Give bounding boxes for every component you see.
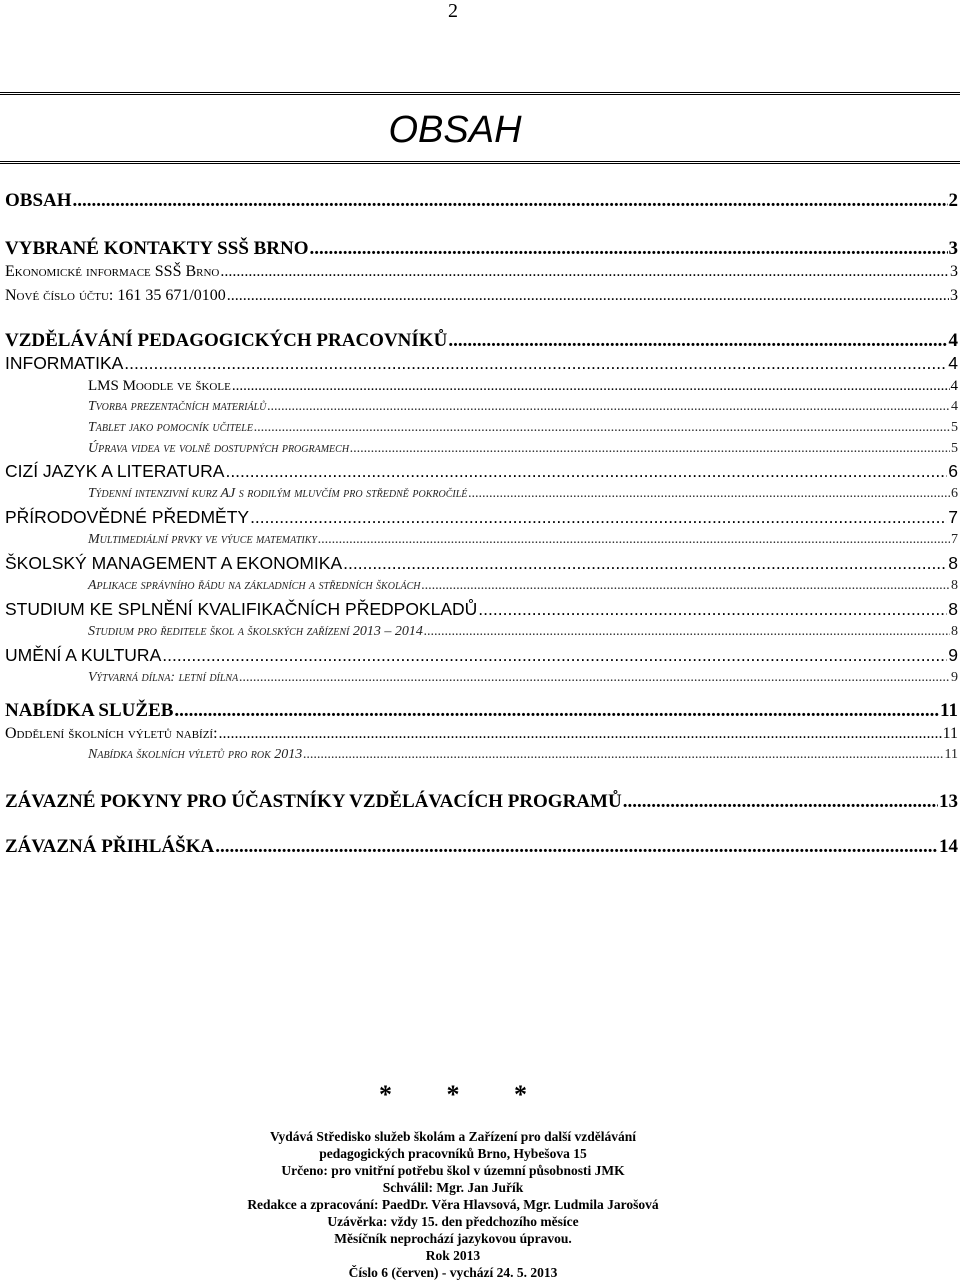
toc-entry-title: Nabídka školních výletů pro rok 2013 (88, 746, 302, 764)
toc-entry-title: ZÁVAZNÉ POKYNY PRO ÚČASTNÍKY VZDĚLÁVACÍCH PROGRAMŮ (5, 791, 622, 813)
toc-entry-page: 3 (950, 286, 960, 306)
toc-entry-title: PŘÍRODOVĚDNÉ PŘEDMĚTY (5, 507, 249, 528)
imprint-line: Určeno: pro vnitřní potřebu škol v územní působnosti JMK (0, 1162, 906, 1179)
toc-entry-page: 8 (951, 623, 960, 641)
toc-entry-page: 13 (939, 791, 960, 813)
imprint-line: Číslo 6 (červen) - vychází 24. 5. 2013 (0, 1264, 906, 1281)
toc-entry-page: 9 (948, 645, 960, 666)
dot-leader (424, 623, 950, 641)
toc-entry[interactable] (0, 700, 960, 722)
toc-entry-page: 6 (951, 485, 960, 503)
toc-entry-title: STUDIUM KE SPLNĚNÍ KVALIFIKAČNÍCH PŘEDPOKLADŮ (5, 599, 477, 620)
imprint (0, 1128, 906, 1281)
toc-entry[interactable] (0, 836, 960, 858)
top-divider (0, 92, 960, 95)
toc-entry-title: NABÍDKA SLUŽEB (5, 700, 173, 722)
toc-entry-title: Oddělení školních výletů nabízí: (5, 724, 218, 744)
imprint-line: pedagogických pracovníků Brno, Hybešova 15 (0, 1145, 906, 1162)
toc-entry[interactable] (0, 645, 960, 666)
toc-entry-title: Nové číslo účtu: 161 35 671/0100 (5, 286, 226, 306)
toc-entry-page: 4 (948, 353, 960, 374)
dot-leader (468, 485, 950, 503)
toc-entry-page: 11 (945, 746, 960, 764)
toc-entry[interactable] (0, 553, 960, 574)
dot-leader (215, 836, 938, 858)
toc-entry-page: 5 (951, 419, 960, 437)
toc-entry-page: 6 (948, 461, 960, 482)
toc-entry-title: Výtvarná dílna: letní dílna (88, 669, 238, 687)
dot-leader (174, 700, 939, 722)
toc-entry-page: 8 (948, 599, 960, 620)
toc-entry[interactable] (0, 623, 960, 641)
toc-entry-page: 4 (951, 377, 960, 395)
toc-entry-page: 9 (951, 669, 960, 687)
page-title: OBSAH (0, 106, 910, 154)
toc-entry[interactable] (0, 531, 960, 549)
dot-leader (225, 461, 947, 482)
toc-entry-title: Aplikace správního řádu na základních a středních školách (88, 577, 421, 595)
toc-entry-page: 14 (939, 836, 960, 858)
dot-leader (250, 507, 947, 528)
toc-entry-page: 5 (951, 440, 960, 458)
toc-entry-title: UMĚNÍ A KULTURA (5, 645, 161, 666)
toc-entry-page: 2 (949, 190, 960, 212)
toc-entry-page: 7 (948, 507, 960, 528)
toc-entry-title: Studium pro ředitele škol a školských zařízení 2013 – 2014 (88, 623, 423, 641)
toc-entry-title: VYBRANÉ KONTAKTY SSŠ BRNO (5, 238, 309, 260)
imprint-line: Měsíčník neprochází jazykovou úpravou. (0, 1230, 906, 1247)
dot-leader (350, 440, 950, 458)
dot-leader (232, 377, 950, 395)
toc-entry[interactable] (0, 669, 960, 687)
toc-entry-title: VZDĚLÁVÁNÍ PEDAGOGICKÝCH PRACOVNÍKŮ (5, 330, 447, 352)
dot-leader (220, 262, 949, 282)
toc-entry-page: 4 (951, 398, 960, 416)
dot-leader (162, 645, 947, 666)
toc-entry[interactable] (0, 577, 960, 595)
toc-entry-title: Tvorba prezentačních materiálů (88, 398, 266, 416)
toc-entry[interactable] (0, 440, 960, 458)
toc-entry[interactable] (0, 724, 960, 744)
dot-leader (254, 419, 950, 437)
toc-entry[interactable] (0, 485, 960, 503)
toc-entry[interactable] (0, 377, 960, 395)
dot-leader (303, 746, 943, 764)
dot-leader (623, 791, 938, 813)
dot-leader (219, 724, 942, 744)
dot-leader (227, 286, 949, 306)
toc-entry-page: 11 (940, 700, 960, 722)
toc-entry-title: Týdenní intenzivní kurz AJ s rodilým mluvčím pro středně pokročilé (88, 485, 467, 503)
toc-entry[interactable] (0, 746, 960, 764)
dot-leader (124, 353, 947, 374)
toc-entry-title: ZÁVAZNÁ PŘIHLÁŠKA (5, 836, 214, 858)
dot-leader (448, 330, 947, 352)
dot-leader (478, 599, 947, 620)
toc-entry[interactable] (0, 599, 960, 620)
toc-entry-title: Multimediální prvky ve výuce matematiky (88, 531, 317, 549)
toc-entry-page: 7 (951, 531, 960, 549)
toc-entry-title: Ekonomické informace SSŠ Brno (5, 262, 219, 282)
toc-entry-page: 3 (949, 238, 960, 260)
dot-leader (310, 238, 948, 260)
page-number: 2 (0, 0, 906, 22)
dot-leader (318, 531, 950, 549)
toc-entry-title: Úprava videa ve volně dostupných programech (88, 440, 349, 458)
imprint-line: Vydává Středisko služeb školám a Zařízení pro další vzdělávání (0, 1128, 906, 1145)
toc-entry[interactable] (0, 262, 960, 282)
toc-entry-page: 8 (951, 577, 960, 595)
toc-entry[interactable] (0, 353, 960, 374)
toc-entry-title: CIZÍ JAZYK A LITERATURA (5, 461, 224, 482)
imprint-line: Rok 2013 (0, 1247, 906, 1264)
toc-entry[interactable] (0, 419, 960, 437)
dot-leader (422, 577, 951, 595)
dot-leader (73, 190, 948, 212)
toc-entry-title: LMS Moodle ve škole (88, 377, 231, 395)
imprint-line: Uzávěrka: vždy 15. den předchozího měsíce (0, 1213, 906, 1230)
toc-entry-title: ŠKOLSKÝ MANAGEMENT A EKONOMIKA (5, 553, 342, 574)
toc-entry[interactable] (0, 238, 960, 260)
section-separator: * * * (0, 1080, 906, 1110)
toc-entry[interactable] (0, 461, 960, 482)
toc-entry[interactable] (0, 398, 960, 416)
toc-entry[interactable] (0, 507, 960, 528)
toc-entry-page: 4 (949, 330, 960, 352)
toc-entry-page: 8 (948, 553, 960, 574)
toc-entry-page: 11 (943, 724, 960, 744)
dot-leader (343, 553, 947, 574)
toc-entry[interactable] (0, 286, 960, 306)
dot-leader (267, 398, 950, 416)
toc-entry[interactable] (0, 190, 960, 212)
toc-entry-title: OBSAH (5, 190, 72, 212)
toc-entry-title: INFORMATIKA (5, 353, 123, 374)
imprint-line: Redakce a zpracování: PaedDr. Věra Hlavsová, Mgr. Ludmila Jarošová (0, 1196, 906, 1213)
toc-entry-page: 3 (950, 262, 960, 282)
imprint-line: Schválil: Mgr. Jan Juřík (0, 1179, 906, 1196)
dot-leader (239, 669, 950, 687)
toc-entry-title: Tablet jako pomocník učitele (88, 419, 253, 437)
toc-entry[interactable] (0, 330, 960, 352)
toc-entry[interactable] (0, 791, 960, 813)
title-divider (0, 161, 960, 164)
